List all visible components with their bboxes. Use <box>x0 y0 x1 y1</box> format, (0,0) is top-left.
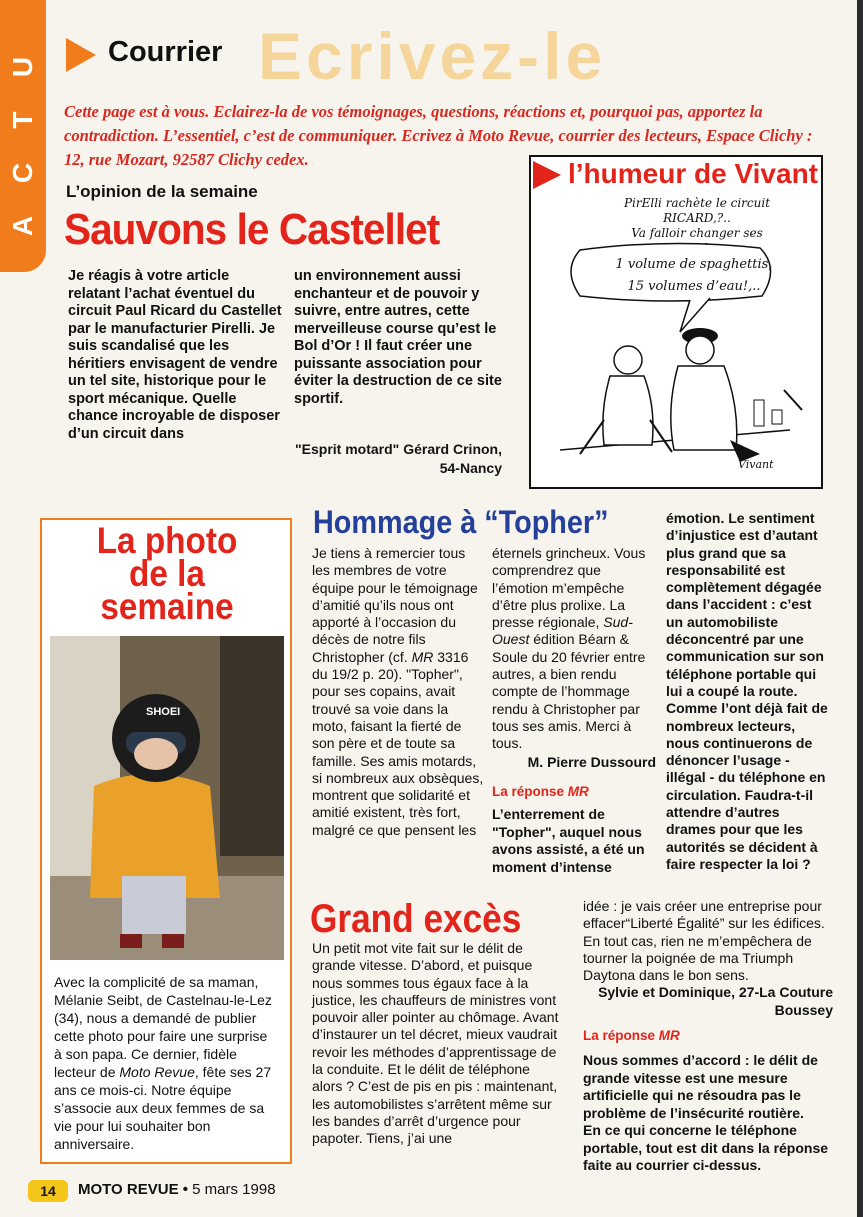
hommage-column-2 <box>492 545 656 876</box>
hommage-title: Hommage à “Topher” <box>313 504 609 540</box>
cartoon-caption-line: Va falloir changer ses <box>631 226 763 240</box>
opinion-column-2: un environnement aussi enchanteur et de pouvoir y suivre, entre autres, cette merveilleuse course qu’est le Bol d’Or ! Il faut créer une puissante association pour éviter la destruction de ce site sportif. <box>294 268 502 407</box>
speech-bubble-line: 1 volume de spaghettis, <box>615 257 773 272</box>
opinion-signature <box>280 440 502 478</box>
intro-text: Cette page est à vous. Eclairez-la de vos témoignages, questions, réactions et, pourquoi pas, apportez la contradiction. L’essentiel, c’est de communiquer. Ecrivez à Moto Revue, courrier des lecteurs, Espace Clichy : 12, rue Mozart, 92587 Clichy cedex. <box>64 102 813 169</box>
opinion-title: Sauvons le Castellet <box>64 205 440 254</box>
hommage-response-start: L’enterrement de "Topher", auquel nous avons assisté, a été un moment d’intense <box>492 806 645 875</box>
photo-title <box>73 520 262 627</box>
publication-name: MOTO REVUE <box>78 1181 179 1198</box>
helmet-brand: SHOEI <box>146 706 181 718</box>
side-band-letter: C <box>7 162 38 184</box>
body-text: 3316 du 19/2 p. 20). "Topher", pour ses copains, avait trouvé sa voie dans la moto, faisant la fierté de son père et de toute sa famille. Ses amis motards, si nombreux aux obsèques, montrent que solidarité et amitié existent, très fort, malgré ce que pensent les <box>312 648 484 838</box>
separator: • <box>178 1181 193 1198</box>
body-emphasis: Sud-Ouest <box>492 614 633 648</box>
cartoon-signature: Vivant <box>738 458 774 471</box>
grand-exces-signature <box>583 984 833 1019</box>
body-text: Je tiens à remercier tous les membres de votre équipe pour le témoignage d’amitié qu’ils nous ont apporté à l’occasion du décès de notre fils Christopher (cf. <box>312 545 478 665</box>
response-label-emphasis: MR <box>658 1028 680 1044</box>
photo-title-line: de la <box>129 553 205 594</box>
signature-line: Sylvie et Dominique, 27-La Couture <box>598 984 833 1001</box>
caption-text: , fête ses 27 ans ce mois-ci. Notre équipe s’associe aux deux femmes de sa vie pour lui souhaiter bon anniversaire. <box>54 1064 272 1152</box>
opinion-column-1: Je réagis à votre article relatant l’achat éventuel du circuit Paul Ricard du Castellet par le manufacturier Pirelli. Je suis scandalisé que les héritiers envisagent de vendre un tel site, historique pour le sport mécanique. Quelle chance incroyable de disposer d’un circuit dans <box>68 268 282 442</box>
hommage-response-continued: émotion. Le sentiment d’injustice est d’autant plus grand que sa responsabilité est complètement dégagée dans l’accident : c’est un automobiliste déconcentré par une communication sur son téléphone portable qui lui a coupé la route. Comme l’ont déjà fait de nombreux lecteurs, nous continuerons de dénoncer l’usage - illégal - du téléphone en circulation. Faudra-t-il attendre d’autres drames pour que les autorités se décident à faire respecter la loi ? <box>666 510 828 872</box>
caption-text: Avec la complicité de sa maman, Mélanie Seibt, de Castelnau-le-Lez (34), nous a demandé de publier cette photo pour faire une surprise à son papa. Ce dernier, fidèle lecteur de <box>54 974 272 1080</box>
photo-title-line: semaine <box>100 586 234 627</box>
side-band-letter: A <box>7 215 38 237</box>
response-label <box>492 783 656 800</box>
speech-bubble-line: 15 volumes d’eau!,.. <box>627 279 761 294</box>
grand-exces-title: Grand excès <box>310 897 522 941</box>
page-number: 14 <box>28 1180 68 1202</box>
opinion-kicker: L’opinion de la semaine <box>66 182 258 201</box>
response-label-text: La réponse <box>492 783 568 799</box>
footer-publication <box>78 1181 276 1198</box>
body-text: éternels grincheux. Vous comprendrez que l’émotion m’empêche d’être plus prolixe. La presse régionale, <box>492 545 646 631</box>
section-side-band <box>0 0 46 272</box>
cartoon-title: l’humeur de Vivant <box>568 158 818 189</box>
signature-line: Boussey <box>774 1001 833 1018</box>
grand-exces-column-2 <box>583 898 833 1175</box>
decorative-headline: Ecrivez-le <box>258 19 607 93</box>
signature-line: "Esprit motard" Gérard Crinon, <box>295 441 502 457</box>
response-label <box>583 1027 833 1044</box>
grand-exces-response-2: En ce qui concerne le téléphone portable, tout est dit dans la réponse faite au courrier ci-dessus. <box>583 1122 829 1174</box>
signature-line: 54-Nancy <box>439 460 502 476</box>
section-title: Courrier <box>108 36 223 68</box>
photo-title-line: La photo <box>96 520 238 561</box>
grand-exces-column-1: Un petit mot vite fait sur le délit de grande vitesse. D’abord, et puisque nous sommes tous égaux face à la justice, les chauffeurs de ministres vont pouvoir aller pointer au chômage. Avant d’instaurer un tel décret, mieux vaudrait revoir les méthodes d’apprentissage de la conduite. Et le délit de téléphone alors ? C’est de pis en pis : maintenant, les automobilistes s’arrêtent même sur les bandes d’arrêt d’urgence pour papoter. Tiens, j’ai une <box>312 940 559 1147</box>
side-band-letter: U <box>7 56 38 78</box>
response-label-emphasis: MR <box>567 783 589 799</box>
speech-bubble-text <box>594 254 794 298</box>
body-text: idée : je vais créer une entreprise pour effacer“Liberté Égalité” sur les édifices. En tout cas, rien ne m’empêchera de tourner la poignée de ma Triumph Daytona dans le bon sens. <box>583 898 825 984</box>
response-label-text: La réponse <box>583 1028 659 1044</box>
arrow-right-icon <box>533 161 561 189</box>
caption-emphasis: Moto Revue <box>119 1064 195 1080</box>
hommage-column-1 <box>312 545 484 839</box>
grand-exces-response-1: Nous sommes d’accord : le délit de grande vitesse est une mesure artificielle qui ne résoudra pas le problème de l’insécurité routière. <box>583 1052 818 1121</box>
hommage-signature: M. Pierre Dussourd <box>527 753 656 770</box>
side-band-letter: T <box>7 111 38 129</box>
photo-illustration <box>50 636 284 960</box>
child-photo <box>50 636 284 960</box>
body-text: édition Béarn & Soule du 20 février entre autres, a bien rendu compte de l’hommage rendu à Christopher par tous ses amis. Merci à tous. <box>492 631 646 752</box>
page-edge <box>857 0 863 1217</box>
body-emphasis: MR <box>411 648 434 665</box>
cartoon-caption-line: PirElli rachète le circuit RICARD,?.. <box>623 196 771 225</box>
issue-date: 5 mars 1998 <box>192 1181 276 1198</box>
photo-caption <box>54 973 276 1153</box>
arrow-right-icon <box>66 38 96 72</box>
